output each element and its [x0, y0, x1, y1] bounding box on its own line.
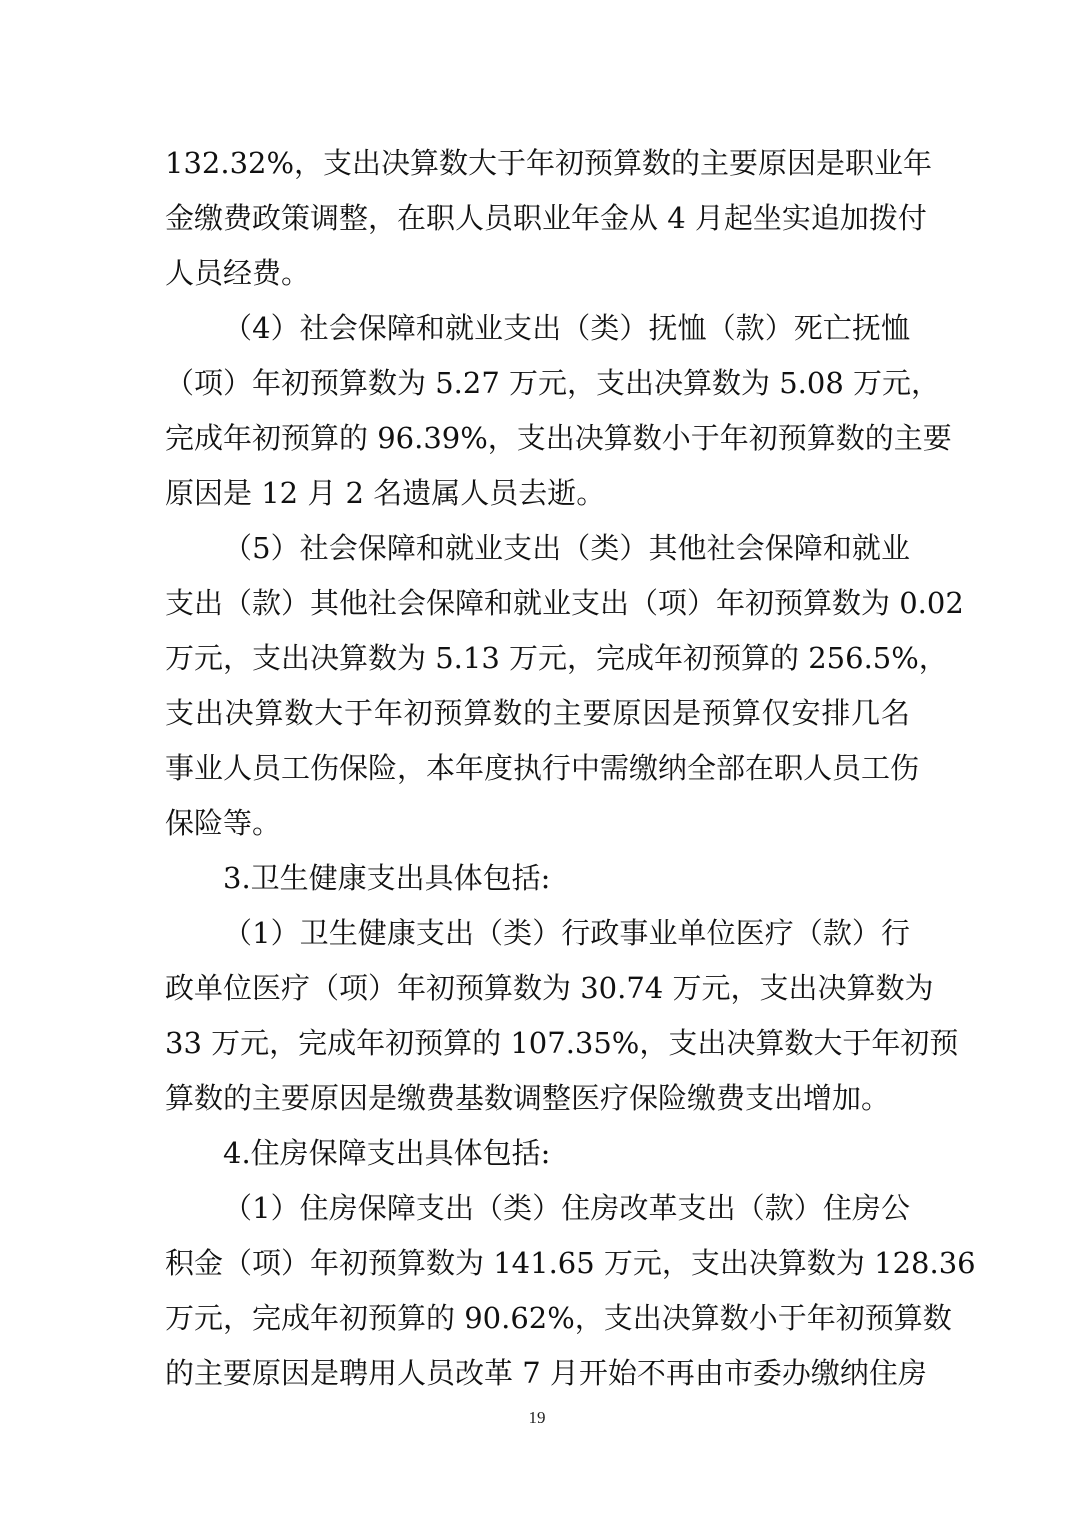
text-line: 支出决算数大于年初预算数的主要原因是预算仅安排几名	[165, 696, 910, 730]
section-heading: 3.卫生健康支出具体包括:	[223, 861, 551, 895]
text-line: 政单位医疗（项）年初预算数为 30.74 万元，支出决算数为	[165, 971, 934, 1005]
text-line: 132.32%，支出决算数大于年初预算数的主要原因是职业年	[165, 146, 933, 180]
text-line: 人员经费。	[165, 256, 311, 290]
text-line: 保险等。	[165, 806, 282, 840]
text-line: 支出（款）其他社会保障和就业支出（项）年初预算数为 0.02	[165, 586, 964, 620]
paragraph-start-line: （4）社会保障和就业支出（类）抚恤（款）死亡抚恤	[223, 311, 910, 345]
text-line: 完成年初预算的 96.39%，支出决算数小于年初预算数的主要	[165, 421, 952, 455]
text-line: 金缴费政策调整，在职人员职业年金从 4 月起坐实追加拨付	[165, 201, 927, 235]
paragraph-start-line: （5）社会保障和就业支出（类）其他社会保障和就业	[223, 531, 910, 565]
text-line: 原因是 12 月 2 名遗属人员去逝。	[165, 476, 606, 510]
page-number: 19	[528, 1408, 546, 1427]
text-line: 事业人员工伤保险，本年度执行中需缴纳全部在职人员工伤	[165, 751, 920, 785]
text-line: 万元，完成年初预算的 90.62%，支出决算数小于年初预算数	[165, 1301, 952, 1335]
text-line: 积金（项）年初预算数为 141.65 万元，支出决算数为 128.36	[165, 1246, 976, 1280]
text-line: 33 万元，完成年初预算的 107.35%，支出决算数大于年初预	[165, 1026, 959, 1060]
section-heading: 4.住房保障支出具体包括:	[223, 1136, 551, 1170]
text-line: （项）年初预算数为 5.27 万元，支出决算数为 5.08 万元，	[165, 366, 941, 400]
text-line: 的主要原因是聘用人员改革 7 月开始不再由市委办缴纳住房	[165, 1356, 927, 1390]
paragraph-start-line: （1）住房保障支出（类）住房改革支出（款）住房公	[223, 1191, 910, 1225]
text-line: 算数的主要原因是缴费基数调整医疗保险缴费支出增加。	[165, 1081, 891, 1115]
paragraph-start-line: （1）卫生健康支出（类）行政事业单位医疗（款）行	[223, 916, 910, 950]
text-line: 万元，支出决算数为 5.13 万元，完成年初预算的 256.5%，	[165, 641, 948, 675]
